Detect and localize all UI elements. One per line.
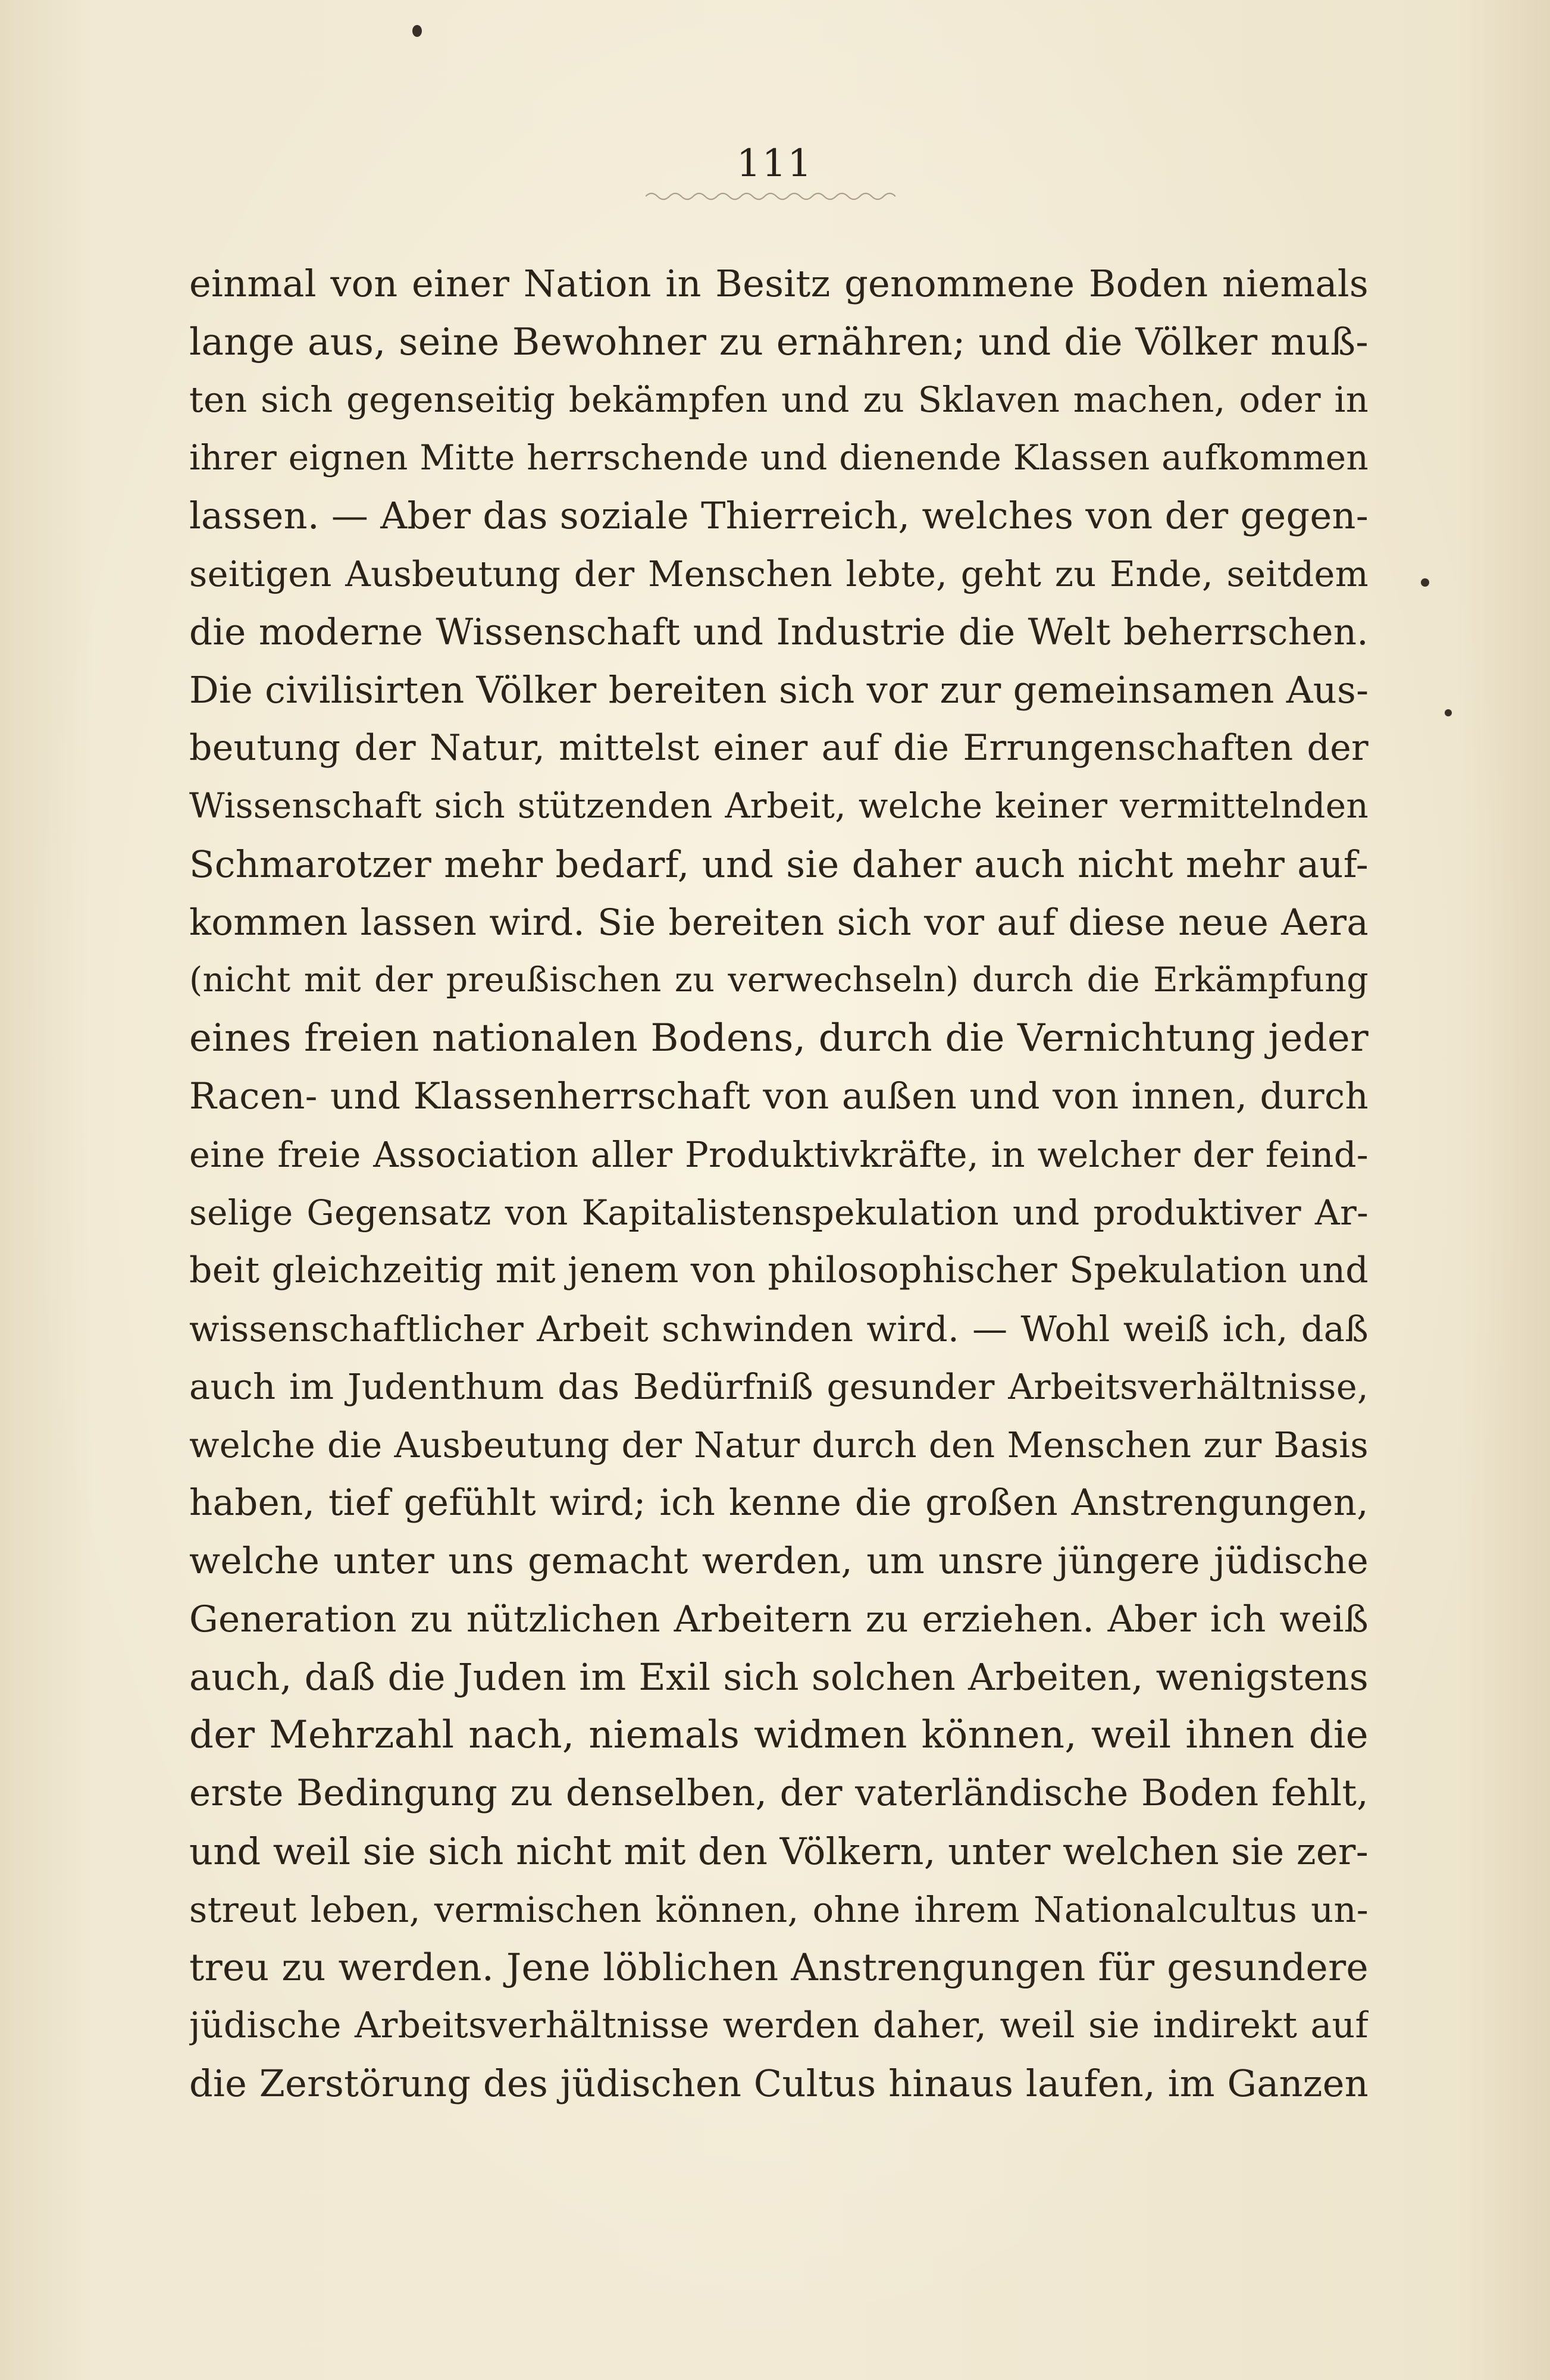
text-line: und weil sie sich nicht mit den Völkern, unter welchen sie zer- xyxy=(189,1830,1369,1874)
text-line: selige Gegensatz von Kapitalistenspekulation und produktiver Ar- xyxy=(189,1192,1369,1233)
text-line: seitigen Ausbeutung der Menschen lebte, geht zu Ende, seitdem xyxy=(189,553,1369,594)
text-line: die Zerstörung des jüdischen Cultus hinaus laufen, im Ganzen xyxy=(189,2062,1369,2106)
text-line: (nicht mit der preußischen zu verwechseln) durch die Erkämpfung xyxy=(189,960,1369,1000)
wavy-rule-icon xyxy=(646,189,895,203)
text-line: eine freie Association aller Produktivkräfte, in welcher der feind- xyxy=(189,1133,1369,1175)
text-line: eines freien nationalen Bodens, durch die Vernichtung jeder xyxy=(189,1016,1369,1060)
text-line: die moderne Wissenschaft und Industrie die Welt beherrschen. xyxy=(189,610,1369,653)
text-line: jüdische Arbeitsverhältnisse werden daher, weil sie indirekt auf xyxy=(189,2004,1369,2046)
text-line: Wissenschaft sich stützenden Arbeit, welche keiner vermittelnden xyxy=(189,785,1369,826)
ink-speck xyxy=(1421,578,1429,587)
text-line: welche unter uns gemacht werden, um unsre jüngere jüdische xyxy=(189,1540,1369,1583)
text-line: Schmarotzer mehr bedarf, und sie daher auch nicht mehr auf- xyxy=(189,842,1369,886)
ink-speck xyxy=(1445,709,1452,716)
text-line: haben, tief gefühlt wird; ich kenne die großen Anstrengungen, xyxy=(189,1482,1369,1524)
text-line: ihrer eignen Mitte herrschende und dienende Klassen aufkommen xyxy=(189,437,1369,478)
body-text xyxy=(189,255,1369,2113)
text-line: welche die Ausbeutung der Natur durch den Menschen zur Basis xyxy=(189,1424,1369,1465)
text-line: lange aus, seine Bewohner zu ernähren; und die Völker muß- xyxy=(189,320,1369,364)
text-line: treu zu werden. Jene löblichen Anstrengungen für gesundere xyxy=(189,1946,1369,1990)
page-number: 111 xyxy=(736,142,813,186)
text-line: einmal von einer Nation in Besitz genommene Boden niemals xyxy=(189,262,1369,305)
text-line: auch im Judenthum das Bedürfniß gesunder Arbeitsverhältnisse, xyxy=(189,1366,1369,1408)
text-line: ten sich gegenseitig bekämpfen und zu Sklaven machen, oder in xyxy=(189,379,1369,421)
text-line: wissenschaftlicher Arbeit schwinden wird. — Wohl weiß ich, daß xyxy=(189,1308,1369,1349)
ink-speck xyxy=(412,25,422,37)
text-line: Generation zu nützlichen Arbeitern zu erziehen. Aber ich weiß xyxy=(189,1598,1369,1640)
text-line: auch, daß die Juden im Exil sich solchen Arbeiten, wenigstens xyxy=(189,1655,1369,1699)
text-line: Racen- und Klassenherrschaft von außen und von innen, durch xyxy=(189,1075,1369,1118)
text-line: beutung der Natur, mittelst einer auf die Errungenschaften der xyxy=(189,726,1369,769)
text-line: lassen. — Aber das soziale Thierreich, welches von der gegen- xyxy=(189,494,1369,538)
text-line: beit gleichzeitig mit jenem von philosophischer Spekulation und xyxy=(189,1250,1369,1292)
text-line: der Mehrzahl nach, niemals widmen können, weil ihnen die xyxy=(189,1712,1369,1757)
text-line: Die civilisirten Völker bereiten sich vor zur gemeinsamen Aus- xyxy=(189,668,1369,712)
text-line: streut leben, vermischen können, ohne ihrem Nationalcultus un- xyxy=(189,1889,1369,1930)
text-line: erste Bedingung zu denselben, der vaterländische Boden fehlt, xyxy=(189,1772,1369,1815)
text-line: kommen lassen wird. Sie bereiten sich vor auf diese neue Aera xyxy=(189,901,1369,944)
